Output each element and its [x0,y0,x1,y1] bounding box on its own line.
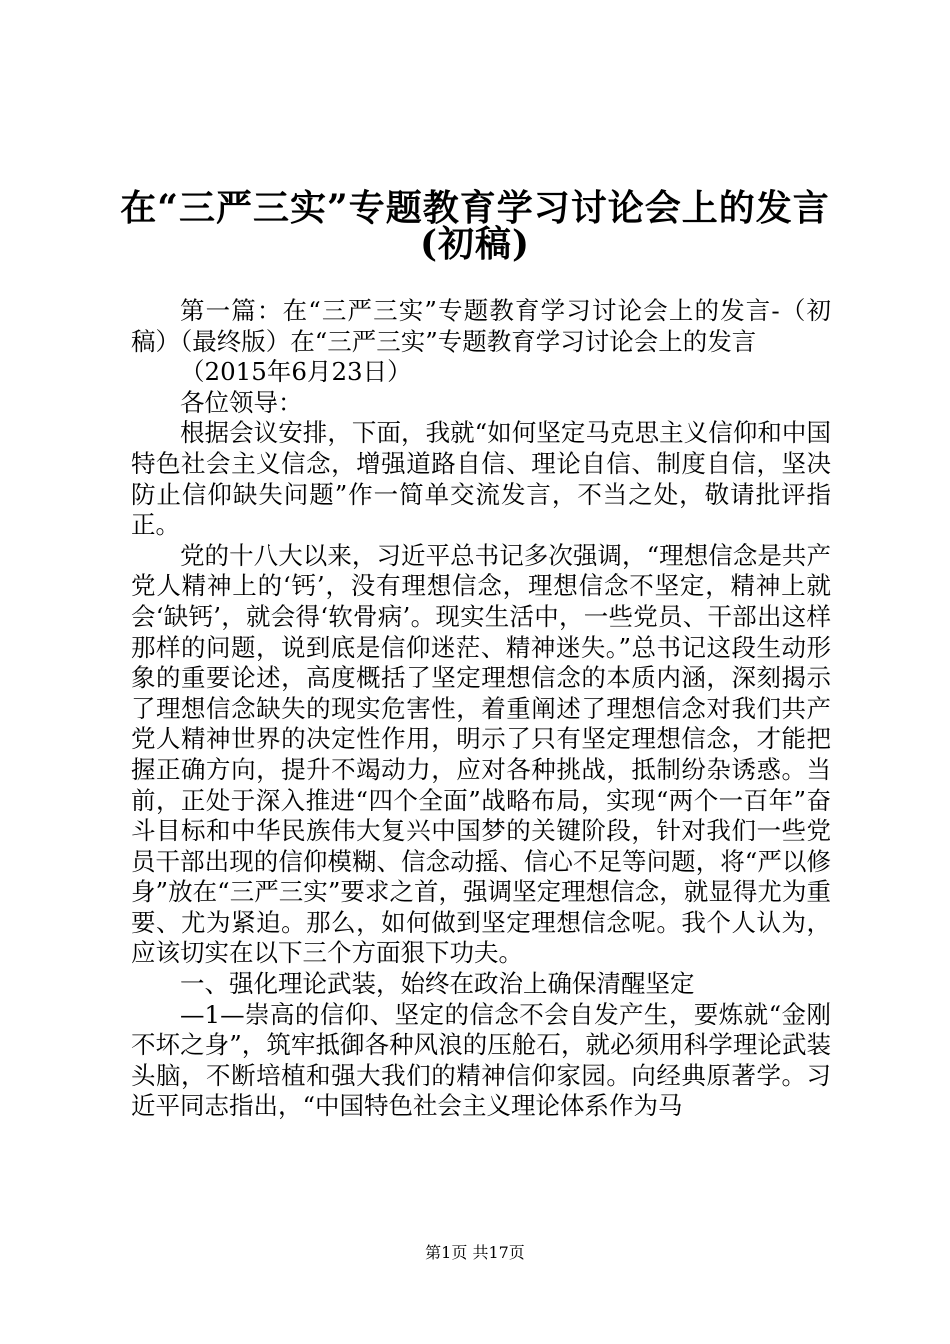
section-heading: 一、强化理论武装，始终在政治上确保清醒坚定 [180,969,695,999]
paragraph: 党的十八大以来，习近平总书记多次强调，“理想信念是共产党人精神上的‘钙’，没有理想信念，理想信念不坚定，精神上就会‘缺钙’，就会得‘软骨病’。现实生活中，一些党员、干部出这样那样的问题，说到底是信仰迷茫、精神迷失。”总书记这段生动形象的重要论述，高度概括了坚定理想信念的本质内涵，深刻揭示了理想信念缺失的现实危害性，着重阐述了理想信念对我们共产党人精神世界的决定性作用，明示了只有坚定理想信念，才能把握正确方向，提升不竭动力，应对各种挑战，抵制纷杂诱惑。当前，正处于深入推进“四个全面”战略布局，实现“两个一百年”奋斗目标和中华民族伟大复兴中国梦的关键阶段，针对我们一些党员干部出现的信仰模糊、信念动摇、信心不足等问题，将“严以修身”放在“三严三实”要求之首，强调坚定理想信念，就显得尤为重要、尤为紧迫。那么，如何做到坚定理想信念呢。我个人认为，应该切实在以下三个方面狠下功夫。 [131,540,831,968]
paragraph: —1—崇高的信仰、坚定的信念不会自发产生，要炼就“金刚不坏之身”，筑牢抵御各种风浪的压舱石，就必须用科学理论武装头脑，不断培植和强大我们的精神信仰家园。向经典原著学。习近平同志指出，“中国特色社会主义理论体系作为马 [131,999,831,1121]
paragraph-salutation: 各位领导： [180,387,303,417]
paragraph: 第一篇：在“三严三实”专题教育学习讨论会上的发言-（初稿）（最终版）在“三严三实”专题教育学习讨论会上的发言 [131,296,831,356]
paragraph-date: （2015年6月23日） [180,357,412,387]
document-body [131,296,831,1122]
document-title: 在“三严三实”专题教育学习讨论会上的发言 [120,187,830,229]
page-footer: 第1页 共17页 [425,1243,525,1262]
document-title-subtitle: (初稿) [419,223,531,265]
paragraph: 根据会议安排，下面，我就“如何坚定马克思主义信仰和中国特色社会主义信念，增强道路自信、理论自信、制度自信，坚决防止信仰缺失问题”作一简单交流发言，不当之处，敬请批评指正。 [131,418,831,540]
